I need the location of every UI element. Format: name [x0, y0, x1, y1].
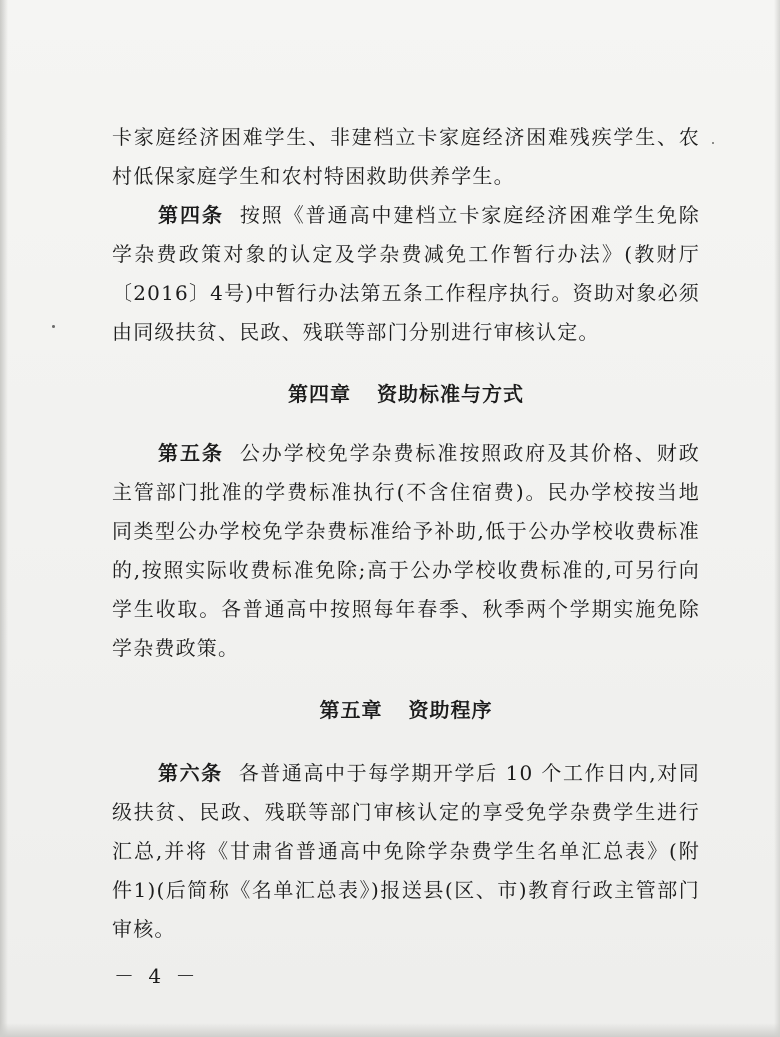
scan-speck: [712, 142, 714, 144]
document-body: [112, 118, 700, 949]
scan-edge-left: [0, 0, 8, 1037]
article-5: [112, 434, 700, 668]
chapter-number: 第四章: [288, 382, 351, 406]
chapter-title: 资助标准与方式: [377, 382, 524, 406]
scan-edge-bottom: [0, 1023, 780, 1037]
chapter-number: 第五章: [319, 698, 383, 722]
article-6: [112, 754, 700, 949]
paragraph-continuation: 卡家庭经济困难学生、非建档立卡家庭经济困难残疾学生、农村低保家庭学生和农村特困救助供养学生。: [112, 125, 700, 188]
article-text: 按照《普通高中建档立卡家庭经济困难学生免除学杂费政策对象的认定及学杂费减免工作暂行办法》(教财厅〔2016〕4号)中暂行办法第五条工作程序执行。资助对象必须由同级扶贫、民政、残联等部门分别进行审核认定。: [112, 203, 700, 344]
page-number: － 4 －: [114, 964, 200, 988]
chapter-4-heading: [112, 375, 700, 414]
article-4: [112, 196, 700, 352]
scan-speck: [52, 325, 55, 328]
article-label: 第六条: [158, 761, 223, 785]
article-label: 第四条: [158, 203, 224, 227]
chapter-title: 资助程序: [408, 698, 493, 722]
article-text: 各普通高中于每学期开学后 10 个工作日内,对同级扶贫、民政、残联等部门审核认定的享受免学杂费学生进行汇总,并将《甘肃省普通高中免除学杂费学生名单汇总表》(附件1)(后简称《名单汇总表》)报送县(区、市)教育行政主管部门审核。: [112, 761, 700, 941]
article-text: 公办学校免学杂费标准按照政府及其价格、财政主管部门批准的学费标准执行(不含住宿费)。民办学校按当地同类型公办学校免学杂费标准给予补助,低于公办学校收费标准的,按照实际收费标准免除;高于公办学校收费标准的,可另行向学生收取。各普通高中按照每年春季、秋季两个学期实施免除学杂费政策。: [112, 441, 700, 660]
chapter-5-heading: [112, 691, 700, 730]
scan-edge-right: [774, 0, 780, 1037]
article-label: 第五条: [158, 441, 224, 465]
